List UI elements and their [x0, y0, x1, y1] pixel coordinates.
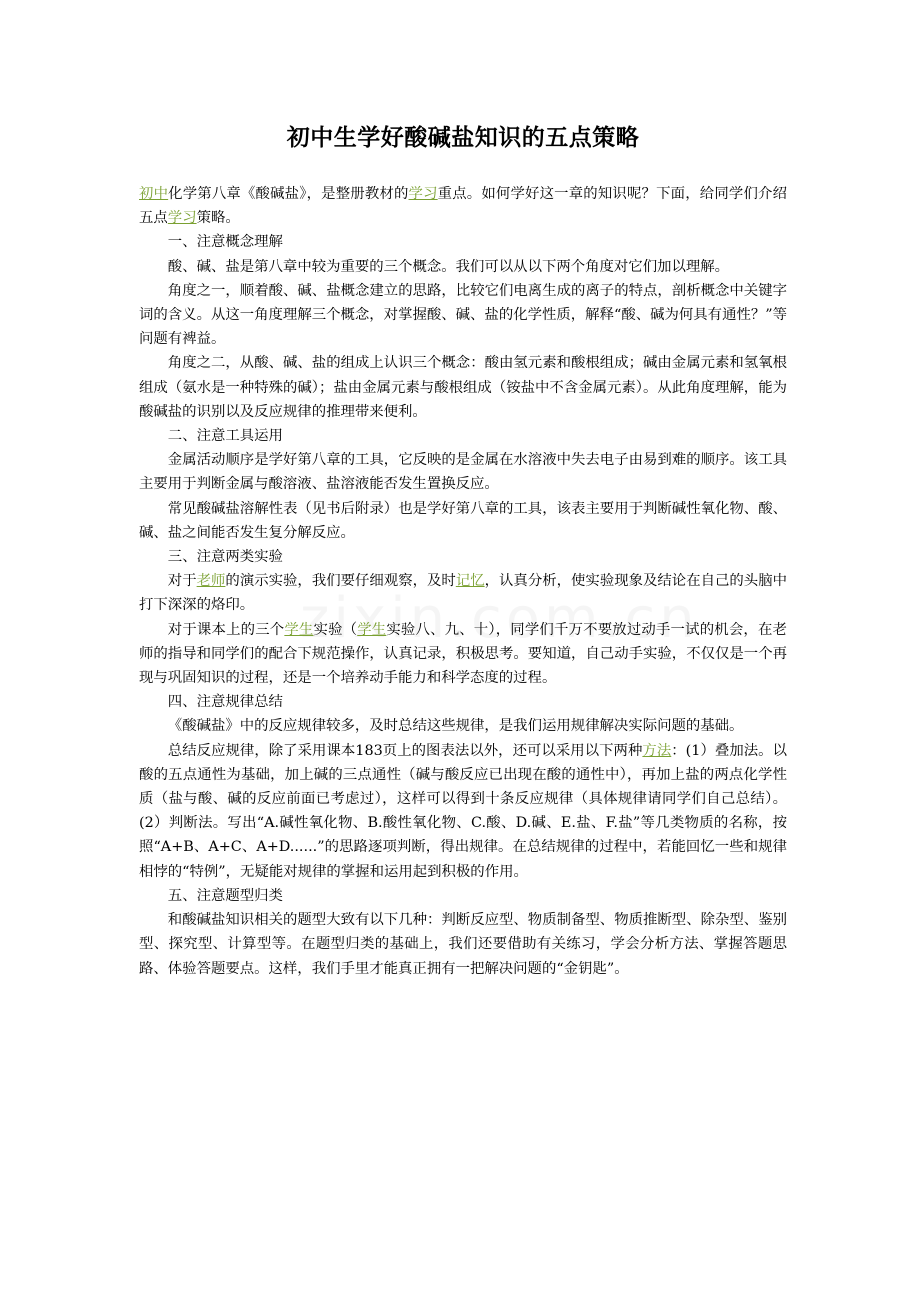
section-5-heading: 五、注意题型归类 [167, 887, 283, 904]
section-3-paragraph-1: 对于老师的演示实验，我们要仔细观察，及时记忆，认真分析，使实验现象及结论在自己的头脑中打下深深的烙印。 [139, 573, 787, 614]
link-jiyi[interactable]: 记忆 [455, 573, 485, 590]
section-5-paragraph-1: 和酸碱盐知识相关的题型大致有以下几种：判断反应型、物质制备型、物质推断型、除杂型、鉴别型、探究型、计算型等。在题型归类的基础上，我们还要借助有关练习，学会分析方法、掌握答题思路、体验答题要点。这样，我们手里才能真正拥有一把解决问题的“金钥匙”。 [139, 912, 787, 977]
document-body [139, 182, 787, 981]
link-xuesheng-1[interactable]: 学生 [284, 621, 314, 638]
link-laoshi[interactable]: 老师 [196, 573, 226, 590]
section-2-paragraph-1: 金属活动顺序是学好第八章的工具，它反映的是金属在水溶液中失去电子由易到难的顺序。该工具主要用于判断金属与酸溶液、盐溶液能否发生置换反应。 [139, 452, 787, 493]
section-4-paragraph-1: 《酸碱盐》中的反应规律较多，及时总结这些规律，是我们运用规律解决实际问题的基础。 [167, 718, 744, 735]
section-1-paragraph-1: 酸、碱、盐是第八章中较为重要的三个概念。我们可以从以下两个角度对它们加以理解。 [167, 258, 730, 275]
section-1-heading: 一、注意概念理解 [167, 234, 283, 251]
link-fangfa[interactable]: 方法 [642, 742, 672, 759]
document-page [139, 0, 787, 981]
link-chuzhong[interactable]: 初中 [139, 186, 169, 202]
link-xuexi-2[interactable]: 学习 [167, 210, 197, 227]
section-4-heading: 四、注意规律总结 [167, 694, 283, 711]
section-1-paragraph-3: 角度之二，从酸、碱、盐的组成上认识三个概念：酸由氢元素和酸根组成；碱由金属元素和氢氧根组成（氨水是一种特殊的碱）；盐由金属元素与酸根组成（铵盐中不含金属元素）。从此角度理解，能为酸碱盐的识别以及反应规律的推理带来便利。 [139, 355, 787, 420]
section-3-heading: 三、注意两类实验 [167, 549, 283, 566]
section-2-paragraph-2: 常见酸碱盐溶解性表（见书后附录）也是学好第八章的工具，该表主要用于判断碱性氧化物、酸、碱、盐之间能否发生复分解反应。 [139, 500, 787, 541]
section-2-heading: 二、注意工具运用 [167, 428, 283, 445]
section-3-paragraph-2: 对于课本上的三个学生实验（学生实验八、九、十），同学们千万不要放过动手一试的机会，在老师的指导和同学们的配合下规范操作，认真记录，积极思考。要知道，自己动手实验，不仅仅是一个再现与巩固知识的过程，还是一个培养动手能力和科学态度的过程。 [139, 621, 787, 687]
section-1-paragraph-2: 角度之一，顺着酸、碱、盐概念建立的思路，比较它们电离生成的离子的特点，剖析概念中关键字词的含义。从这一角度理解三个概念，对掌握酸、碱、盐的化学性质，解释“酸、碱为何具有通性？”等问题有裨益。 [139, 282, 787, 348]
section-4-paragraph-2: 总结反应规律，除了采用课本183页上的图表法以外，还可以采用以下两种方法：(1）叠加法。以酸的五点通性为基础，加上碱的三点通性（碱与酸反应已出现在酸的通性中），再加上盐的两点化学性质（盐与酸、碱的反应前面已考虑过），这样可以得到十条反应规律（具体规律请同学们自己总结）。(2）判断法。写出“A.碱性氧化物、B.酸性氧化物、C.酸、D.碱、E.盐、F.盐”等几类物质的名称，按照“A+B、A+C、A+D......”的思路逐项判断，得出规律。在总结规律的过程中，若能回忆一些和规律相悖的“特例”，无疑能对规律的掌握和运用起到积极的作用。 [139, 742, 787, 880]
intro-paragraph: 初中化学第八章《酸碱盐》，是整册教材的学习重点。如何学好这一章的知识呢？下面，给同学们介绍五点学习策略。 [139, 186, 787, 227]
link-xuesheng-2[interactable]: 学生 [357, 621, 387, 638]
document-title: 初中生学好酸碱盐知识的五点策略 [286, 125, 640, 151]
link-xuexi-1[interactable]: 学习 [408, 186, 438, 202]
